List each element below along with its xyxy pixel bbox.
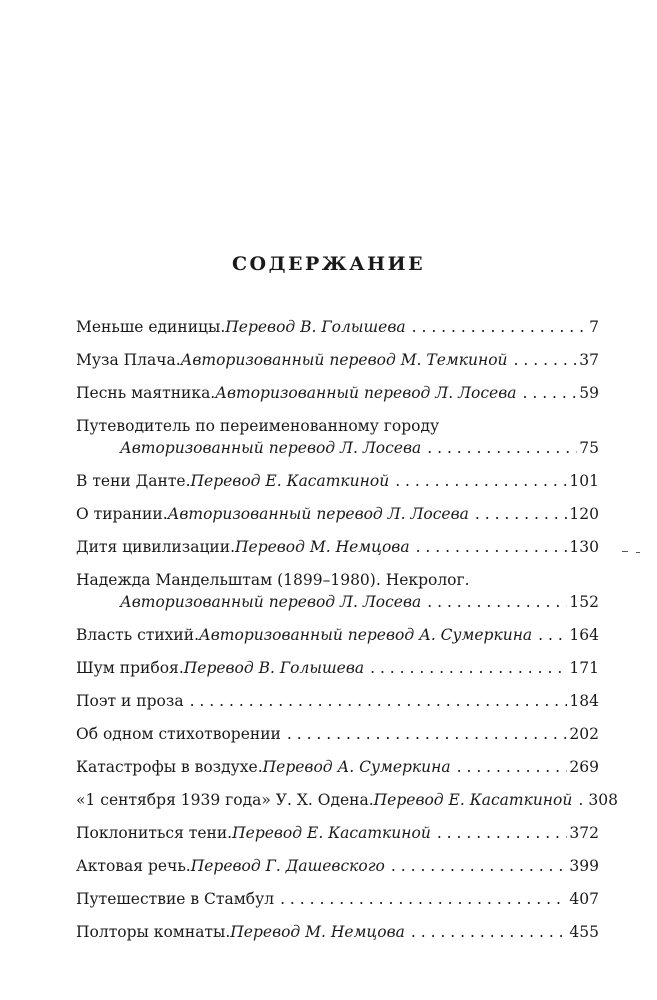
toc-entry-page: 455 (569, 923, 599, 941)
toc-entry-translator: Перевод Е. Касаткиной (232, 824, 431, 842)
toc-entry-page: 130 (569, 538, 599, 556)
toc-entry (76, 657, 599, 690)
toc-entry-title: Путеводитель по переименованному городу (76, 417, 440, 435)
toc-entry-translator: Авторизованный перевод Л. Лосева (120, 593, 422, 611)
dot-leader (190, 690, 568, 712)
toc-entry-translator: Перевод Г. Дашевского (190, 857, 385, 875)
dot-leader (437, 822, 568, 844)
toc-entry-page: 202 (569, 725, 599, 743)
toc-entry-title: Путешествие в Стамбул (76, 890, 275, 908)
toc-entry (76, 624, 599, 657)
toc-entry-translator: Перевод В. Голышева (183, 659, 365, 677)
toc-entry-translator: Авторизованный перевод А. Сумеркина (199, 626, 533, 644)
toc-entry-page: 164 (569, 626, 599, 644)
toc-entry-title: Поэт и проза (76, 692, 184, 710)
toc-entry-translator: Перевод М. Немцова (230, 923, 405, 941)
toc-entry-title: Муза Плача. (76, 351, 181, 369)
toc-entry-translator: Перевод М. Немцова (235, 538, 410, 556)
dot-leader (427, 437, 577, 459)
toc-entry (76, 569, 599, 624)
toc-entry-page: 372 (569, 824, 599, 842)
toc-entry (76, 822, 599, 855)
toc-entry (76, 888, 599, 921)
toc-entry (76, 316, 599, 349)
toc-entry-translator: Авторизованный перевод Л. Лосева (215, 384, 517, 402)
toc-entry-title: «1 сентября 1939 года» У. Х. Одена. (76, 791, 374, 809)
toc-entry-translator: Авторизованный перевод Л. Лосева (167, 505, 469, 523)
toc-entry-title: Актовая речь. (76, 857, 191, 875)
toc-entry-page: 171 (569, 659, 599, 677)
toc-entry (76, 921, 599, 954)
toc-entry-title: Меньше единицы. (76, 318, 226, 336)
toc-entry (76, 382, 599, 415)
dot-leader (370, 657, 567, 679)
toc-entry-page: 269 (569, 758, 599, 776)
toc-entry (76, 756, 599, 789)
toc-entry-title: Полторы комнаты. (76, 923, 231, 941)
toc-entry-title: Катастрофы в воздухе. (76, 758, 263, 776)
dot-leader (578, 789, 586, 811)
toc-entry-page: 75 (579, 439, 599, 457)
toc-entry-page: 120 (569, 505, 599, 523)
toc-entry (76, 789, 618, 822)
dot-leader (395, 470, 567, 492)
toc-entry-page: 399 (569, 857, 599, 875)
toc-entry-translator: Перевод А. Сумеркина (262, 758, 451, 776)
toc-entry (76, 415, 599, 470)
toc-entry-translator: Перевод Е. Касаткиной (373, 791, 573, 809)
toc-entry (76, 503, 599, 536)
toc-entry (76, 536, 599, 569)
toc-entry-page: 101 (569, 472, 599, 490)
page-title: СОДЕРЖАНИЕ (231, 253, 426, 275)
toc-entry (76, 349, 599, 382)
toc-entry-title: Шум прибоя. (76, 659, 184, 677)
scan-speck (622, 551, 628, 552)
toc-entry-title: Об одном стихотворении (76, 725, 281, 743)
table-of-contents (76, 316, 618, 954)
toc-entry-title: Дитя цивилизации. (76, 538, 235, 556)
toc-entry (76, 470, 599, 503)
toc-entry-title: Власть стихий. (76, 626, 200, 644)
toc-entry-translator: Перевод Е. Касаткиной (190, 472, 390, 490)
toc-entry-page: 407 (569, 890, 599, 908)
toc-entry-title: Поклониться тени. (76, 824, 233, 842)
toc-entry-page: 308 (588, 791, 618, 809)
dot-leader (411, 921, 568, 943)
dot-leader (475, 503, 568, 525)
dot-leader (287, 723, 568, 745)
toc-entry-translator: Авторизованный перевод М. Темкиной (180, 351, 508, 369)
toc-entry-translator: Перевод В. Голышева (225, 318, 406, 336)
toc-entry-page: 37 (579, 351, 599, 369)
toc-entry (76, 723, 599, 756)
toc-entry-page: 7 (589, 318, 599, 336)
toc-entry (76, 855, 599, 888)
dot-leader (538, 624, 567, 646)
dot-leader (412, 316, 588, 338)
toc-entry-title: В тени Данте. (76, 472, 191, 490)
toc-entry-page: 152 (569, 593, 599, 611)
dot-leader (280, 888, 567, 910)
toc-entry-title: О тирании. (76, 505, 168, 523)
toc-entry-title: Песнь маятника. (76, 384, 216, 402)
toc-entry-translator: Авторизованный перевод Л. Лосева (120, 439, 422, 457)
dot-leader (416, 536, 568, 558)
toc-entry (76, 690, 599, 723)
toc-entry-page: 59 (579, 384, 599, 402)
dot-leader (391, 855, 568, 877)
toc-entry-title: Надежда Мандельштам (1899–1980). Некролог. (76, 571, 470, 589)
dot-leader (457, 756, 568, 778)
dot-leader (514, 349, 578, 371)
toc-entry-page: 184 (569, 692, 599, 710)
dot-leader (522, 382, 577, 404)
scan-speck (636, 552, 640, 553)
dot-leader (427, 591, 567, 613)
